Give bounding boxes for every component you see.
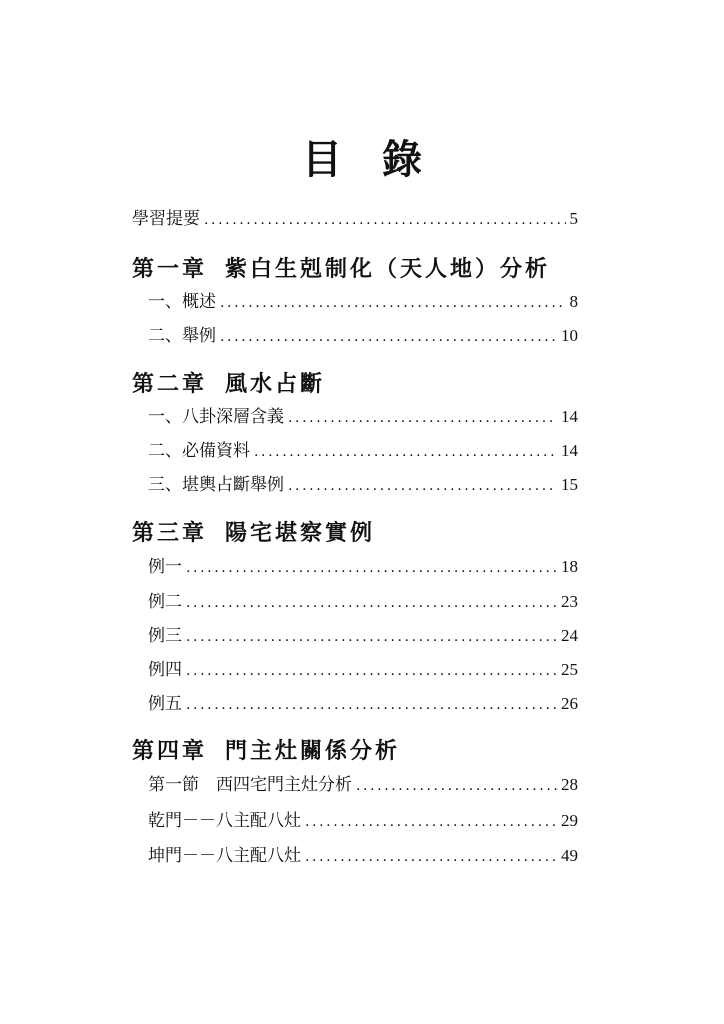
toc-entry-page: 49 [561,846,578,865]
chapter-heading-2[interactable] [132,367,325,398]
toc-entry-page: 14 [561,441,578,460]
toc-entry-label: 例三 [148,626,182,646]
toc-entry[interactable] [148,552,578,577]
chapter-number: 第一章 [132,256,208,282]
chapter-number: 第三章 [132,520,208,546]
title-char: 錄 [382,136,422,183]
leader-dots [204,212,566,228]
leader-dots [220,295,566,311]
leader-dots [356,778,557,794]
chapter-number: 第二章 [132,371,208,397]
toc-entry-label: 一、八卦深層含義 [148,407,284,427]
chapter-title: 陽宅堪察實例 [225,520,376,546]
toc-entry-page: 23 [561,592,578,611]
toc-entry[interactable] [148,770,578,795]
toc-entry[interactable] [148,402,578,427]
toc-entry-label: 二、必備資料 [148,441,250,461]
title-char: 目 [302,136,342,183]
chapter-heading-3[interactable] [132,516,375,547]
toc-entry-page: 25 [561,660,578,679]
chapter-heading-4[interactable] [132,734,400,765]
toc-entry-label: 例五 [148,694,182,714]
toc-entry-page: 8 [569,292,578,311]
toc-entry[interactable] [148,689,578,714]
toc-entry-label: 坤門－－八主配八灶 [148,846,301,866]
toc-entry-label: 乾門－－八主配八灶 [148,811,301,831]
leader-dots [305,849,557,865]
chapter-heading-1[interactable] [132,252,550,283]
toc-entry-label: 三、堪輿占斷舉例 [148,475,284,495]
toc-entry-page: 5 [569,209,578,228]
toc-entry-page: 15 [561,475,578,494]
toc-entry-label: 第一節 西四宅門主灶分析 [148,775,352,795]
toc-entry[interactable] [148,436,578,461]
toc-entry-page: 29 [561,811,578,830]
leader-dots [288,478,557,494]
toc-entry-label: 一、概述 [148,292,216,312]
chapter-title: 紫白生剋制化（天人地）分析 [225,256,551,282]
toc-entry[interactable] [148,841,578,866]
leader-dots [186,697,557,713]
toc-entry-page: 14 [561,407,578,426]
toc-entry-page: 18 [561,557,578,576]
toc-entry-page: 28 [561,775,578,794]
leader-dots [305,814,557,830]
toc-entry-preface[interactable] [132,204,578,229]
toc-entry-page: 24 [561,626,578,645]
toc-entry-label: 例四 [148,660,182,680]
leader-dots [186,595,557,611]
leader-dots [220,329,557,345]
toc-entry-label: 例一 [148,557,182,577]
toc-entry[interactable] [148,621,578,646]
leader-dots [288,410,557,426]
toc-entry[interactable] [148,655,578,680]
toc-entry-label: 二、舉例 [148,326,216,346]
chapter-title: 風水占斷 [225,371,326,397]
toc-entry[interactable] [148,587,578,612]
toc-entry-page: 26 [561,694,578,713]
leader-dots [186,663,557,679]
toc-entry-label: 例二 [148,592,182,612]
leader-dots [186,629,557,645]
toc-entry[interactable] [148,287,578,312]
toc-entry-label: 學習提要 [132,209,200,229]
chapter-number: 第四章 [132,738,208,764]
toc-entry[interactable] [148,321,578,346]
chapter-title: 門主灶關係分析 [225,738,401,764]
leader-dots [186,560,557,576]
toc-entry[interactable] [148,806,578,831]
toc-entry-page: 10 [561,326,578,345]
toc-entry[interactable] [148,470,578,495]
leader-dots [254,444,557,460]
